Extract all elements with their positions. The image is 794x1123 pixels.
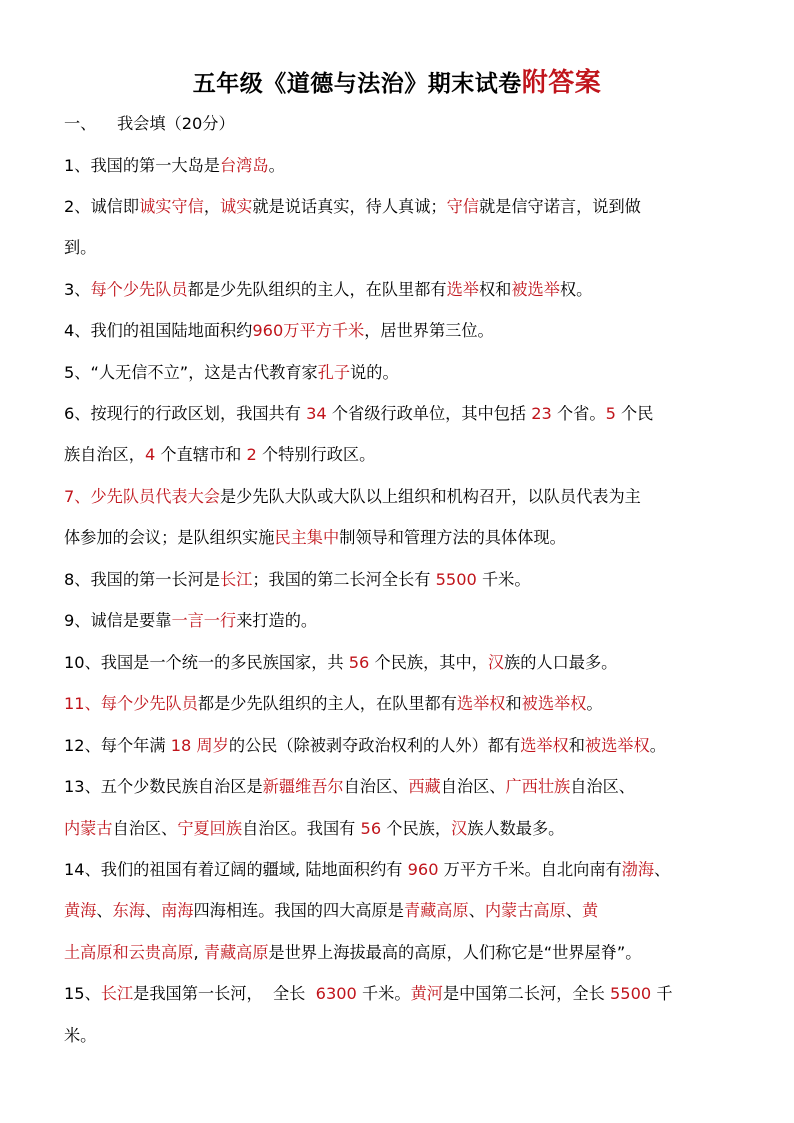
question-text: 都是少先队组织的主人，在队里都有 [197, 694, 457, 713]
text-line [64, 939, 641, 963]
answer-text: 台湾岛 [220, 156, 269, 175]
answer-text: 5500 [609, 984, 652, 1003]
text-line [64, 524, 566, 548]
question-text: 四海相连。我国的四大高原是 [193, 901, 404, 920]
question-text: 到。 [64, 238, 97, 257]
question-text: 个特别行政区。 [256, 445, 376, 464]
title-main: 五年级《道德与法治》期末试卷 [192, 70, 522, 97]
answer-text: 青藏高原 [203, 943, 269, 962]
question-text: 族人数最多。 [467, 819, 565, 838]
question-text: 。 [649, 736, 666, 755]
text-line [64, 607, 317, 631]
question-text: 自治区、 [343, 777, 409, 796]
answer-text: 黄 [582, 901, 599, 920]
answer-text: 新疆维吾尔 [262, 777, 344, 796]
answer-text: 56 [360, 819, 382, 838]
question-text: 3、 [64, 280, 91, 299]
question-text: 说的。 [350, 363, 399, 382]
answer-text: 每个少先队员 [90, 280, 188, 299]
question-text: 4、我们的祖国陆地面积约 [64, 321, 253, 340]
question-text: 的公民（除被剥夺政治权利的人外）都有 [228, 736, 521, 755]
answer-text: 黄海 [64, 901, 97, 920]
answer-text: 被选举权 [521, 694, 587, 713]
text-line [64, 441, 375, 465]
answer-text: 诚实 [220, 197, 253, 216]
answer-text: 6300 [315, 984, 357, 1003]
text-line [64, 400, 653, 424]
question-text: 权和 [479, 280, 512, 299]
question-text: ，居世界第三位。 [364, 321, 494, 340]
answer-text: 11、每个少先队员 [64, 694, 198, 713]
question-text: 是我国第一长河， 全长 [133, 984, 316, 1003]
question-text: 族的人口最多。 [504, 653, 618, 672]
question-text: , [193, 943, 204, 962]
answer-text: 民主集中 [274, 528, 340, 547]
question-text: 8、我国的第一长河是 [64, 570, 220, 589]
text-line [64, 690, 603, 714]
question-text: 6、按现行的行政区划，我国共有 [64, 404, 307, 423]
answer-text: 被选举 [511, 280, 560, 299]
page-title [0, 62, 794, 99]
question-text: 是少先队大队或大队以上组织和机构召开，以队员代表为主 [220, 487, 641, 506]
answer-text: 长江 [220, 570, 253, 589]
question-text: 。 [268, 156, 285, 175]
question-text: 、 [144, 901, 162, 920]
text-line [64, 566, 531, 590]
question-text: 个民 [615, 404, 654, 423]
question-text: 来打造的。 [236, 611, 318, 630]
question-text: 1、我国的第一大岛是 [64, 156, 220, 175]
question-text: 自治区、 [440, 777, 506, 796]
question-text: 2、诚信即 [64, 197, 140, 216]
question-text: 、 [96, 901, 113, 920]
question-text: 自治区、 [112, 819, 178, 838]
text-line [64, 234, 96, 258]
answer-text: 长江 [100, 984, 134, 1003]
question-text: 千米。 [356, 984, 411, 1003]
answer-text: 23 [531, 404, 552, 423]
text-line [64, 980, 673, 1004]
question-text: 个直辖市和 [155, 445, 247, 464]
question-text: 制领导和管理方法的具体体现。 [339, 528, 566, 547]
question-text: 是中国第二长河，全长 [442, 984, 610, 1003]
question-text: 15、 [64, 984, 101, 1003]
text-line [64, 110, 235, 134]
text-line [64, 317, 494, 341]
answer-text: 一言一行 [171, 611, 237, 630]
title-accent: 附答案 [521, 68, 602, 98]
answer-text: 960 [407, 860, 439, 879]
answer-text: 34 [306, 404, 327, 423]
answer-text: 西藏 [408, 777, 441, 796]
text-line [64, 152, 285, 176]
text-line [64, 483, 641, 507]
question-text: 和 [505, 694, 522, 713]
question-text: 14、我们的祖国有着辽阔的疆域, 陆地面积约有 [64, 860, 408, 879]
question-text: 、 [565, 901, 582, 920]
text-line [64, 193, 641, 217]
question-text: 12、每个年满 [64, 736, 171, 755]
question-text: 米。 [64, 1026, 97, 1045]
answer-text: 选举 [446, 280, 479, 299]
question-text: 13、五个少数民族自治区是 [64, 777, 263, 796]
answer-text: 青藏高原 [403, 901, 469, 920]
answer-text: 56 [348, 653, 370, 672]
text-line [64, 276, 592, 300]
question-text: 体参加的会议；是队组织实施 [64, 528, 275, 547]
question-text: 自治区。我国有 [242, 819, 361, 838]
answer-text: 孔子 [317, 363, 351, 382]
question-text: ， [203, 197, 220, 216]
question-text: 个民族， [381, 819, 452, 838]
question-text: 都是少先队组织的主人，在队里都有 [187, 280, 447, 299]
answer-text: 汉 [487, 653, 505, 672]
text-line [64, 773, 635, 797]
answer-text: 东海 [112, 901, 145, 920]
answer-text: 选举权 [456, 694, 506, 713]
question-text: 族自治区， [64, 445, 145, 464]
answer-text: 内蒙古高原 [484, 901, 566, 920]
question-text: 是世界上海拔最高的高原，人们称它是“世界屋脊”。 [268, 943, 642, 962]
question-text: 和 [568, 736, 585, 755]
answer-text: 5 [605, 404, 616, 423]
question-text: 个省。 [551, 404, 606, 423]
answer-text: 守信 [446, 197, 479, 216]
answer-text: 广西壮族 [505, 777, 571, 796]
answer-text: 土高原和云贵高原 [64, 943, 194, 962]
answer-text: 内蒙古 [64, 819, 113, 838]
question-text: 、 [468, 901, 485, 920]
text-line [64, 856, 670, 880]
answer-text: 18 周岁 [170, 736, 229, 755]
answer-text: 960万平方千米 [252, 321, 365, 340]
answer-text: 诚实守信 [139, 197, 204, 216]
answer-text: 2 [246, 445, 257, 464]
text-line [64, 359, 399, 383]
question-text: 就是信守诺言，说到做 [479, 197, 641, 216]
question-text: 5、“人无信不立”，这是古代教育家 [64, 363, 318, 382]
question-text: 9、诚信是要靠 [64, 611, 172, 630]
answer-text: 南海 [161, 901, 194, 920]
text-line [64, 732, 666, 756]
answer-text: 宁夏回族 [177, 819, 243, 838]
answer-text: 黄河 [410, 984, 443, 1003]
answer-text: 少先队员代表大会 [90, 487, 220, 506]
answer-text: 7、 [64, 487, 91, 506]
answer-text: 被选举权 [584, 736, 650, 755]
question-text: 自治区、 [570, 777, 635, 796]
answer-text: 4 [144, 445, 156, 464]
text-line [64, 1022, 96, 1046]
question-text: 个省级行政单位，其中包括 [326, 404, 532, 423]
answer-text: 汉 [451, 819, 468, 838]
answer-text: 5500 [435, 570, 477, 589]
question-text: 就是说话真实，待人真诚； [252, 197, 447, 216]
text-line [64, 649, 617, 673]
question-text: 个民族，其中， [369, 653, 488, 672]
question-text: 一、 我会填（20分） [64, 114, 235, 133]
question-text: 、 [654, 860, 671, 879]
question-text: 。 [586, 694, 603, 713]
text-line [64, 815, 564, 839]
question-text: ；我国的第二长河全长有 [252, 570, 436, 589]
answer-text: 渤海 [621, 860, 655, 879]
question-text: 千 [651, 984, 673, 1003]
text-line [64, 897, 598, 921]
answer-text: 选举权 [520, 736, 569, 755]
question-text: 权。 [559, 280, 593, 299]
question-text: 10、我国是一个统一的多民族国家，共 [64, 653, 349, 672]
question-text: 千米。 [476, 570, 531, 589]
question-text: 万平方千米。自北向南有 [438, 860, 622, 879]
